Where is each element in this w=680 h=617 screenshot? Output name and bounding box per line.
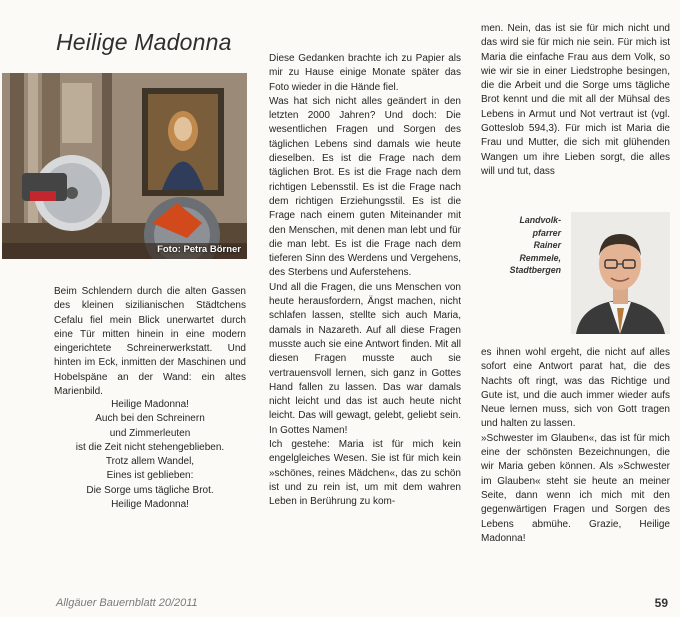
workshop-madonna-photo [2, 73, 247, 259]
paragraph: Was hat sich nicht alles geändert in den letzten 2000 Jahren? Und doch: Die wesentlichen Fragen und Sorgen des täglichen Lebens sind damals wie heute dieselben. Es ist die Frage nach dem täglichen Brot. Es ist die Frage nach dem richtigen Lebensstil. Es ist die Frage nach dem richtigen Erziehungsstil. Es ist die Frage nach einem guten Miteinander mit den Menschen, mit denen man lebt und für die man lebt. Es ist die Frage nach dem tieferen Sinn des Werdens und Vergehens, des Sterbens und Auferstehens. [269, 95, 461, 279]
author-portrait-illustration [571, 212, 670, 334]
poem-line: Heilige Madonna! [111, 399, 189, 410]
author-caption [488, 214, 561, 277]
paragraph: es ihnen wohl ergeht, die nicht auf alles sofort eine Antwort parat hat, die des Nachts oft ringt, was das Richtige und Gute ist, und die auch immer wieder aufs Neue lernen muss, sich von Gott tragen und halten zu lassen. [481, 347, 670, 430]
column-3-top-text [481, 22, 670, 179]
article-title: Heilige Madonna [56, 29, 232, 56]
paragraph: men. Nein, das ist sie für mich nicht und das wird sie für mich nie sein. Für mich ist Maria die einfache Frau aus dem Volk, so wie wir sie in einer Liedstrophe besingen, die die Arbeit und die Sorge ums tägliche Brot kennt und die mit all der Mühsal des Lebens in Armut und Not vertraut ist (vgl. Gotteslob 594,3). Für mich ist Maria die Frau und Mutter, die sich mit glühenden Wangen um ihre Lieben sorgt, die alles will und tut, dass [481, 23, 670, 177]
paragraph: Und all die Fragen, die uns Menschen von heute herausfordern, Ängst machen, nicht schlafen lassen, stellte sich auch Maria, damals in Nazareth. Auf all diese Fragen musste auch sie eine Antwort finden. Mit all diesen Fragen musste auch sie vertrauensvoll lernen, sich ganz in Gottes Hand fallen zu lassen. Das war damals nicht leicht und das ist auch heute nicht leicht. Das will gewagt, gelebt, geliebt sein. In Gottes Namen! [269, 281, 461, 436]
caption-line: Landvolk- [519, 215, 561, 225]
paragraph: »Schwester im Glauben«, das ist für mich eine der schönsten Bezeichnungen, die wir Maria geben können. Als »Schwester im Glauben« steht sie heute an meiner Seite, dann wenn ich mich mit den gegenwärtigen Fragen und Sorgen des Lebens abmühe. Grazie, Heilige Madonna! [481, 432, 670, 544]
poem-line: und Zimmerleuten [109, 427, 191, 439]
publication-footer: Allgäuer Bauernblatt 20/2011 [56, 597, 198, 609]
author-portrait [571, 212, 670, 334]
column-2-text [269, 52, 461, 510]
column-3-bottom-text [481, 346, 670, 546]
caption-line: Remmele, [519, 252, 561, 263]
page-number: 59 [654, 596, 668, 610]
paragraph: Ich gestehe: Maria ist für mich kein engelgleiches Wesen. Sie ist für mich kein »schönes, reines Mädchen«, das zu schön ist und zu rein ist, um mit dem wahren Leben in Berührung zu kom- [269, 439, 461, 508]
poem-line: Trotz allem Wandel, [105, 456, 195, 468]
caption-line: Stadtbergen [509, 265, 561, 275]
workshop-photo-illustration [2, 73, 247, 259]
photo-credit: Foto: Petra Börner [157, 244, 241, 255]
intro-paragraph: Beim Schlendern durch die alten Gassen des kleinen sizilianischen Städtchens Cefalu fiel mein Blick unerwartet durch eine Tür mitten hinein in eine modern eingerichtete Schreinerwerkstatt. Und hinten im Eck, inmitten der Maschinen und Hobelspäne an der Wand: ein altes Marienbild. [54, 286, 246, 398]
poem-line: Auch bei den Schreinern [95, 413, 205, 425]
poem-line: ist die Zeit nicht stehengeblieben. [75, 441, 225, 453]
poem [54, 398, 246, 512]
poem-line: Die Sorge ums tägliche Brot. [86, 484, 214, 496]
column-1-text [54, 285, 246, 399]
paragraph: Diese Gedanken brachte ich zu Papier als mir zu Hause einige Monate später das Foto wieder in die Hände fiel. [269, 53, 461, 93]
poem-line: Eines ist geblieben: [106, 470, 194, 482]
poem-line: Heilige Madonna! [111, 499, 189, 511]
caption-line: pfarrer [532, 227, 561, 238]
caption-line: Rainer [533, 240, 561, 250]
